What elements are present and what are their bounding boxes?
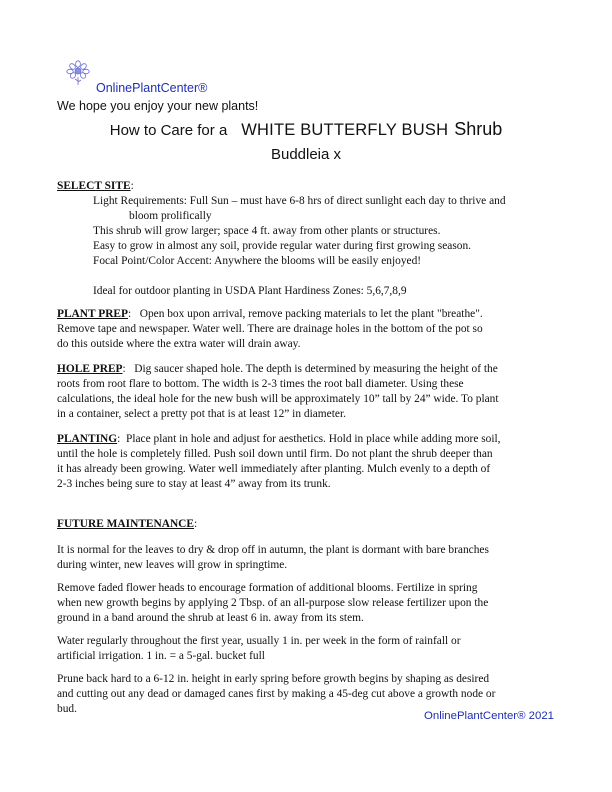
future-maintenance-section: FUTURE MAINTENANCE: It is normal for the leaves to dry & drop off in autumn, the plant is dormant with bare branches during winter, new leaves will grow in springtime. Remove faded flower heads to encourage formation of additional blooms. Fertilize in spring when new growth begins by applying 2 Tbsp. of an all-purpose slow release fertilizer upon the ground in a band around the shrub at least 6 in. away from its stem. Water regularly throughout the first year, usually 1 in. per week in the form of rainfall or artificial irrigation. 1 in. = a 5-gal. bucket full Prune back hard to a 6-12 in. height in early spring before growth begins by shaping as desired and cutting out any dead or damaged canes first by making a 45-deg cut above a growth node or bud. bbox=[57, 517, 557, 717]
hole-prep-line1: Dig saucer shaped hole. The depth is determined by measuring the height of the bbox=[134, 363, 498, 375]
select-site-section: SELECT SITE: Light Requirements: Full Sun – must have 6-8 hrs of direct sunlight each day to thrive and bloom prolifically This shrub will grow larger; space 4 ft. away from other plants or structures. Easy to grow in almost any soil, provide regular water during first growing season. Focal Point/Color Accent: Anywhere the blooms will be easily enjoyed! Ideal for outdoor planting in USDA Plant Hardiness Zones: 5,6,7,8,9 bbox=[57, 179, 557, 299]
hole-prep-line4: in a container, select a pretty pot that is at least 12” in diameter. bbox=[57, 408, 346, 420]
soil-text: Easy to grow in almost any soil, provide regular water during first growing season. bbox=[93, 240, 472, 252]
maintenance-p3-line1: Water regularly throughout the first year, usually 1 in. per week in the form of rainfall or bbox=[57, 635, 461, 647]
maintenance-p4-line2: and cutting out any dead or damaged canes first by making a 45-deg cut above a growth node or bbox=[57, 688, 496, 700]
plant-prep-heading: PLANT PREP bbox=[57, 308, 128, 320]
greeting-text: We hope you enjoy your new plants! bbox=[57, 99, 259, 113]
hole-prep-heading: HOLE PREP bbox=[57, 363, 123, 375]
brand-name: OnlinePlantCenter® bbox=[96, 81, 208, 95]
maintenance-p1-line1: It is normal for the leaves to dry & drop off in autumn, the plant is dormant with bare branches bbox=[57, 544, 489, 556]
planting-section: PLANTING: Place plant in hole and adjust for aesthetics. Hold in place while adding more soil, until the hole is completely filled. Push soil down until firm. Do not plant the shrub deeper than it has already been growing. Water well immediately after planting. Mulch evenly to a depth of 2-3 inches being sure to stay at least 4” away from its trunk. bbox=[57, 432, 557, 492]
maintenance-p1-line2: during winter, new leaves will grow in springtime. bbox=[57, 559, 288, 571]
plant-prep-line3: do this outside where the extra water will drain away. bbox=[57, 338, 301, 350]
planting-line2: until the hole is completely filled. Push soil down until firm. Do not plant the shrub deeper than bbox=[57, 448, 493, 460]
maintenance-p2-line2: when new growth begins by applying 2 Tbsp. of an all-purpose slow release fertilizer upon the bbox=[57, 597, 489, 609]
page-title bbox=[0, 119, 612, 140]
plant-prep-line2: Remove tape and newspaper. Water well. There are drainage holes in the bottom of the pot so bbox=[57, 323, 483, 335]
maintenance-p3-line2: artificial irrigation. 1 in. = a 5-gal. bucket full bbox=[57, 650, 265, 662]
maintenance-p2-line1: Remove faded flower heads to encourage formation of additional blooms. Fertilize in spring bbox=[57, 582, 478, 594]
planting-line4: 2-3 inches being sure to stay at least 4” away from its trunk. bbox=[57, 478, 331, 490]
plant-prep-section: PLANT PREP: Open box upon arrival, remove packing materials to let the plant "breathe". Remove tape and newspaper. Water well. There are drainage holes in the bottom of the pot so do this outside where the extra water will drain away. bbox=[57, 307, 557, 352]
hardiness-zones-text: Ideal for outdoor planting in USDA Plant Hardiness Zones: 5,6,7,8,9 bbox=[93, 285, 407, 297]
light-requirements-line2: bloom prolifically bbox=[129, 210, 212, 222]
title-plant-name: WHITE BUTTERFLY BUSH bbox=[241, 121, 449, 139]
hole-prep-line3: calculations, the ideal hole for the new bush will be approximately 10” tall by 24” wide. To plant bbox=[57, 393, 499, 405]
plant-prep-line1: Open box upon arrival, remove packing materials to let the plant "breathe". bbox=[139, 308, 483, 320]
hole-prep-line2: roots from root flare to bottom. The width is 2-3 times the root ball diameter. Using these bbox=[57, 378, 464, 390]
hole-prep-section: HOLE PREP: Dig saucer shaped hole. The depth is determined by measuring the height of the roots from root flare to bottom. The width is 2-3 times the root ball diameter. Using these calculations, the ideal hole for the new bush will be approximately 10” tall by 24” wide. To plant in a container, select a pretty pot that is at least 12” in diameter. bbox=[57, 362, 557, 422]
planting-line1: Place plant in hole and adjust for aesthetics. Hold in place while adding more soil, bbox=[126, 433, 501, 445]
select-site-heading: SELECT SITE bbox=[57, 180, 131, 192]
botanical-name: Buddleia x bbox=[270, 146, 342, 163]
maintenance-p4-line3: bud. bbox=[57, 703, 77, 715]
focal-point-text: Focal Point/Color Accent: Anywhere the blooms will be easily enjoyed! bbox=[93, 255, 422, 267]
planting-heading: PLANTING bbox=[57, 433, 118, 445]
spacing-text: This shrub will grow larger; space 4 ft. away from other plants or structures. bbox=[93, 225, 441, 237]
footer-copyright: OnlinePlantCenter® 2021 bbox=[424, 710, 554, 722]
future-maintenance-heading: FUTURE MAINTENANCE bbox=[57, 518, 195, 530]
title-suffix: Shrub bbox=[454, 119, 503, 139]
maintenance-p4-line1: Prune back hard to a 6-12 in. height in early spring before growth begins by shaping as desired bbox=[57, 673, 490, 685]
planting-line3: it has already been growing. Water well immediately after planting. Mulch evenly to a depth of bbox=[57, 463, 491, 475]
title-prefix: How to Care for a bbox=[109, 122, 228, 139]
maintenance-p2-line3: ground in a band around the shrub at least 6 in. away from its stem. bbox=[57, 612, 364, 624]
light-requirements-line1: Light Requirements: Full Sun – must have 6-8 hrs of direct sunlight each day to thrive and bbox=[93, 195, 506, 207]
flower-logo-icon bbox=[66, 60, 90, 86]
